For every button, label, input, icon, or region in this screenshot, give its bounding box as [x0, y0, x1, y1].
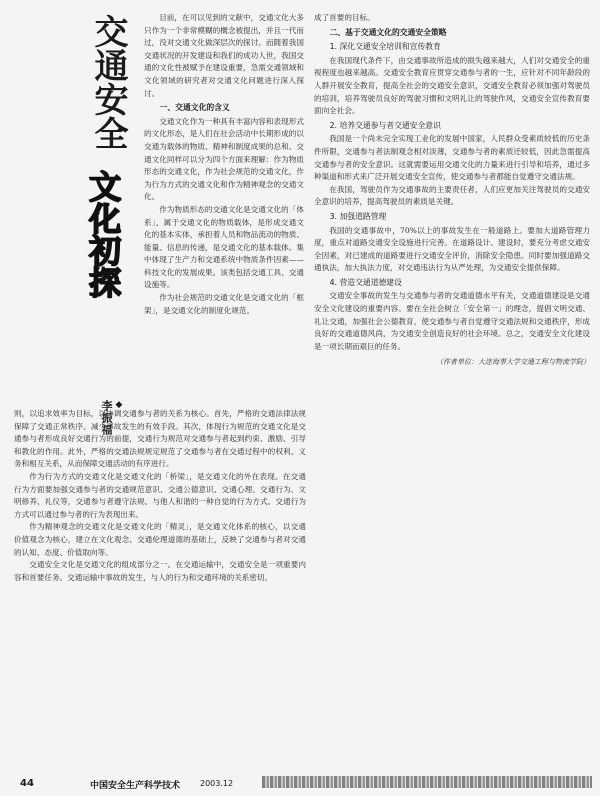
article-title-sub: 文化初探 [84, 170, 122, 298]
left-bottom-column [14, 408, 306, 584]
section-heading-1: 一、交通文化的含义 [159, 103, 230, 113]
paragraph: 在我国，驾驶员作为交通事故的主要责任者，人们应更加关注驾驶员的交通安全意识的培养，提高驾驶员的素质是关键。 [314, 184, 590, 207]
paragraph: 我国的交通事故中，70%以上的事故发生在一般道路上。要加大道路管理力度，重点对道路交通安全设施进行完善。在道路设计、建设时，要充分考虑交通安全因素，对已建成的道路要进行交通安全评价，消除安全隐患。同时要加强道路交通执法，加大执法力度，对交通违法行为从严处理，为交通安全提供保障。 [314, 225, 590, 273]
journal-name: 中国安全生产科学技术 [90, 781, 181, 791]
author-affiliation: （作者单位：大连海事大学交通工程与物流学院） [436, 358, 590, 367]
paragraph: 交通安全文化是交通文化的组成部分之一。在交通运输中，交通安全是一项重要内容和首要任务。交通运输中事故的发生，与人的行为和交通环境的关系密切。 [14, 560, 306, 582]
paragraph: 则，以追求效率为目标，以协调交通参与者的关系为核心。首先，严格的交通法律法规保障了交通正常秩序、减少事故发生的有效手段。其次，体现行为规范的交通文化是交通参与者形成良好交通行为的前提，交通行为规范对交通参与者起到约束、激励、引导和教化的作用。此外，严格的交通法规规定规范了交通参与者在交通过程中的权利、义务和相互关系，从而保障交通活动的有序进行。 [14, 409, 306, 469]
page-footer [0, 772, 600, 796]
subheading: 2. 培养交通参与者交通安全意识 [329, 120, 441, 130]
subheading: 4. 营造交通道德建设 [329, 277, 402, 287]
paragraph: 作为行为方式的交通文化是交通文化的「桥梁」，是交通文化的外在表现。在交通行为方面要加强交通参与者的交通规范意识、交通公德意识、交通心理、交通行为、文明修养、礼仪等，交通参与者遵守法规、与他人和谐的一种自觉的行为方式。交通行为方式可以通过参与者的行为表现出来。 [14, 471, 306, 519]
paragraph: 作为社会规范的交通文化是交通文化的「框架」，是交通文化的制度化规范。 [144, 293, 304, 315]
article-title-main: 交通安全 [88, 14, 128, 150]
page-number: 44 [20, 778, 34, 789]
paragraph: 在我国现代条件下，由交通事故所造成的损失越来越大，人们对交通安全的重视程度也越来越高。交通安全教育应贯穿交通参与者的一生，应针对不同年龄段的人群开展安全教育，提高全社会的交通安全意识，交通安全教育必须加强对驾驶员的培训，培养驾驶员良好的驾驶习惯和文明礼让的驾驶作风，交通安全宣传教育要面向全社会。 [314, 55, 590, 116]
subheading: 1. 深化交通安全培训和宣传教育 [329, 42, 441, 52]
paragraph: 交通文化作为一种具有丰富内容和表现形式的文化形态，是人们在社会活动中长期形成的以交通为载体的物质、精神和制度成果的总和。交通文化同样可以分为四个方面来理解：作为物质形态的交通文化，作为社会规范的交通文化，作为行为方式的交通文化和作为精神观念的交通文化。 [144, 116, 304, 202]
section-heading-2: 二、基于交通文化的交通安全策略 [329, 27, 447, 37]
intro-paragraph: 目前，在可以见到的文献中，交通文化大多只作为一个非常模糊的概念被提出，并且一代而过，没对交通文化做深层次的探讨。而随着我国交通状况的开发建设和我们的成功人世，我国交通的文化性被赋予在建设重要，急需交通领域和文化领域的研究者对交通文化问题进行深入探讨。 [144, 13, 304, 98]
journal-issue: 2003.12 [200, 779, 234, 788]
paragraph: 作为精神观念的交通文化是交通文化的「精灵」，是交通文化体系的核心，以交通价值观念为核心，建立在文化观念、交通伦理道德的基础上，反映了交通参与者对交通的认知、态度、价值取向等。 [14, 522, 306, 557]
left-column [144, 12, 304, 317]
right-column [314, 12, 590, 369]
subheading: 3. 加强道路管理 [329, 211, 387, 221]
author-name: 李振福 [100, 400, 113, 436]
paragraph: 成了首要的目标。 [314, 13, 375, 22]
paragraph: 我国是一个尚未完全实现工业化的发展中国家，人民群众受素质较低的历史条件所限，交通参与者法制观念相对淡薄，交通参与者的素质还较低，因此急需提高交通参与者的安全意识。这就需要运用交通文化的力量来进行引导和培养，通过多种渠道和形式来广泛开展交通安全宣传，使交通参与者都能自觉遵守交通法规。 [314, 134, 590, 182]
paragraph: 交通安全事故的发生与交通参与者的交通道德水平有关，交通道德建设是交通安全文化建设的重要内容。要在全社会树立「安全第一」的理念，提倡文明交通、礼让交通，加强社会公德教育，使交通参与者自觉遵守交通法规和交通秩序，形成良好的交通道德风尚，为交通安全创造良好的社会环境。总之，交通安全文化建设是一项长期而艰巨的任务。 [314, 291, 590, 351]
scan-artifact-band [262, 776, 592, 788]
paragraph: 作为物质形态的交通文化是交通文化的「体系」，属于交通文化的物质载体，是形成交通文化的基本实体，承担着人员和物品流动的物质、能量、信息的传递，是交通文化的基本载体。集中体现了生产力和交通系统中物质条件因素——科技文化的发展成果。该类包括交通工具、交通设施等。 [144, 204, 304, 290]
author-marker: ◆ [114, 400, 124, 411]
